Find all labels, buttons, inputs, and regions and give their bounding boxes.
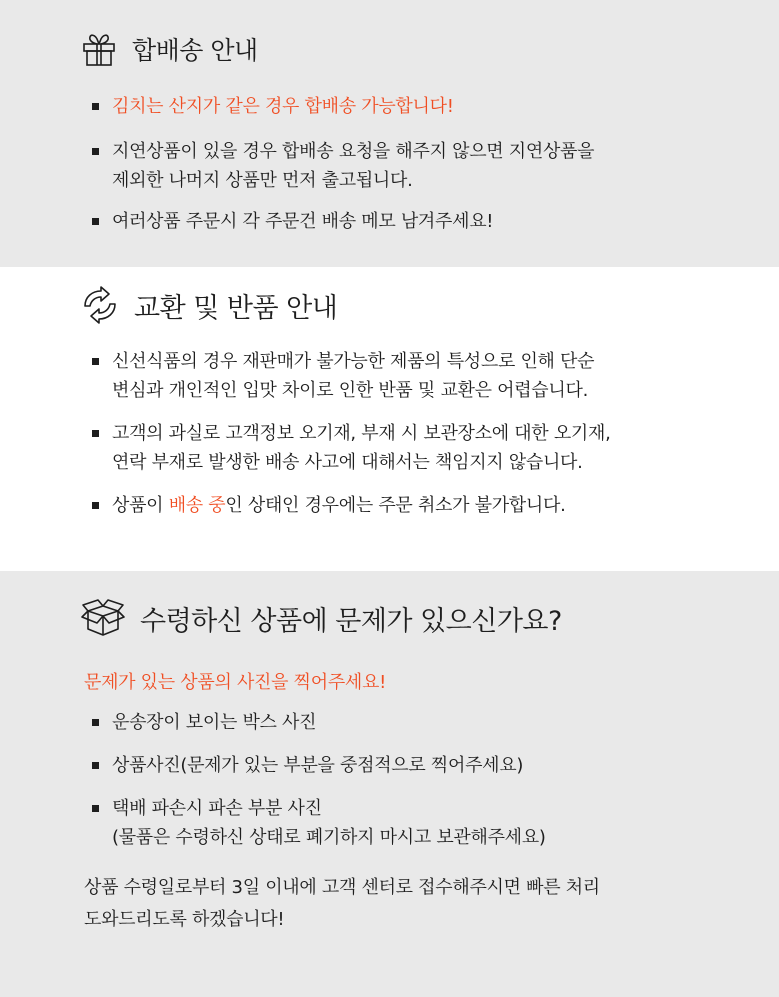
list-item: 여러상품 주문시 각 주문건 배송 메모 남겨주세요! — [90, 207, 594, 236]
exchange-return-section — [0, 267, 779, 571]
exchange-return-header — [80, 285, 337, 325]
problem-title: 수령하신 상품에 문제가 있으신가요? — [140, 605, 562, 637]
footer-notice: 상품 수령일로부터 3일 이내에 고객 센터로 접수해주시면 빠른 처리 도와드리도록 하겠습니다! — [84, 877, 600, 930]
list-item: 운송장이 보이는 박스 사진 — [90, 708, 546, 737]
list-item: 김치는 산지가 같은 경우 합배송 가능합니다! — [90, 92, 594, 121]
refresh-icon — [80, 285, 120, 325]
list-item: 신선식품의 경우 재판매가 불가능한 제품의 특성으로 인해 단순 변심과 개인적인 입맛 차이로 인한 반품 및 교환은 어렵습니다. — [90, 347, 611, 405]
combined-shipping-title: 합배송 안내 — [132, 36, 258, 65]
list-item: 고객의 과실로 고객정보 오기재, 부재 시 보관장소에 대한 오기재, 연락 부재로 발생한 배송 사고에 대해서는 책임지지 않습니다. — [90, 419, 611, 477]
problem-header — [80, 598, 562, 638]
combined-shipping-list — [90, 92, 594, 236]
combined-shipping-header — [80, 30, 258, 68]
gift-icon — [80, 30, 118, 68]
box-icon — [80, 598, 126, 638]
in-delivery-highlight: 배송 중 — [168, 495, 226, 516]
photo-checklist — [90, 708, 546, 852]
combined-shipping-section — [0, 0, 779, 267]
exchange-return-list — [90, 347, 611, 520]
list-item: 상품사진(문제가 있는 부분을 중점적으로 찍어주세요) — [90, 751, 546, 780]
list-item: 택배 파손시 파손 부분 사진 (물품은 수령하신 상태로 폐기하지 마시고 보관해주세요) — [90, 794, 546, 852]
photo-request-subtitle: 문제가 있는 상품의 사진을 찍어주세요! — [84, 672, 387, 693]
list-item: 지연상품이 있을 경우 합배송 요청을 해주지 않으면 지연상품을 제외한 나머지 상품만 먼저 출고됩니다. — [90, 137, 594, 195]
exchange-return-title: 교환 및 반품 안내 — [134, 292, 338, 324]
list-item: 상품이 배송 중인 상태인 경우에는 주문 취소가 불가합니다. — [90, 491, 611, 520]
problem-section — [0, 571, 779, 997]
